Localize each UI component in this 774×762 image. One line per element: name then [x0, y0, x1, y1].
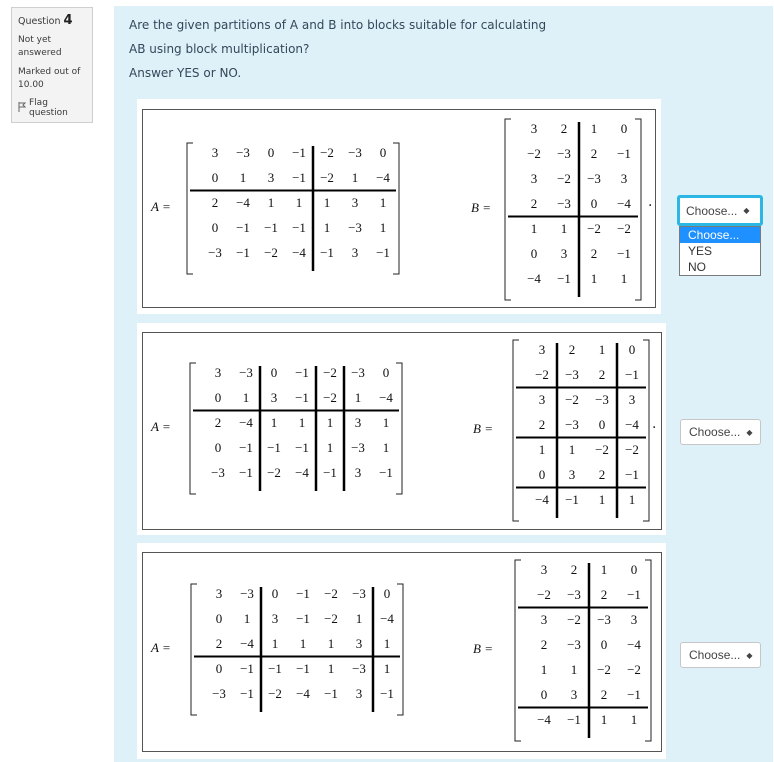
- matrix-a-entry: 1: [243, 611, 251, 626]
- dropdown-option-no[interactable]: NO: [688, 260, 706, 274]
- matrix-a-entry: 1: [295, 195, 303, 210]
- matrix-b-entry: 3: [538, 392, 546, 407]
- dropdown-option-yes[interactable]: YES: [688, 244, 713, 258]
- matrix-a-entry: 3: [354, 415, 362, 430]
- matrix-a-entry: 1: [299, 636, 307, 651]
- matrix-b-entry: −4: [617, 196, 631, 211]
- matrix-a-entry: −1: [240, 686, 254, 701]
- question-info-panel: [11, 7, 93, 123]
- matrix-a-entry: −4: [376, 170, 390, 185]
- question-number: [18, 13, 86, 28]
- matrix-a-entry: 1: [326, 440, 334, 455]
- matrix-b-entry: −2: [627, 662, 641, 677]
- matrix-a-entry: −3: [351, 365, 365, 380]
- matrix-b-entry: −3: [557, 196, 571, 211]
- matrix-b-entry: −1: [565, 492, 579, 507]
- matrix-b-entry: 3: [530, 121, 538, 136]
- matrix-b-entry: 3: [538, 342, 546, 357]
- matrix-a-entry: 1: [242, 390, 250, 405]
- matrix-b-right-bracket: [635, 119, 641, 300]
- matrix-b-right-bracket: [645, 560, 651, 741]
- matrix-a-entry: −1: [295, 390, 309, 405]
- matrix-a-entry: −1: [295, 440, 309, 455]
- matrix-a-entry: −4: [239, 415, 253, 430]
- matrix-a-entry: 2: [214, 415, 222, 430]
- matrix-b-entry: 2: [590, 246, 598, 261]
- matrix-b-entry: 0: [530, 246, 538, 261]
- question-text-line-1: Are the given partitions of A and B into blocks suitable for calculating: [129, 18, 547, 32]
- matrix-a-entry: −4: [296, 686, 310, 701]
- matrix-a-entry: −4: [380, 611, 394, 626]
- matrix-a-entry: −3: [348, 145, 362, 160]
- select-3-value: Choose...: [689, 648, 741, 662]
- matrix-a-right-bracket: [393, 143, 399, 274]
- matrix-a-entry: 1: [355, 611, 363, 626]
- matrix-a-entry: −1: [240, 661, 254, 676]
- matrix-b-entry: −4: [527, 271, 541, 286]
- matrix-a-entry: −1: [296, 661, 310, 676]
- matrix-a-entry: 3: [215, 586, 223, 601]
- matrix-a-entry: −2: [320, 170, 334, 185]
- matrix-card-3: [137, 543, 666, 759]
- matrix-a-entry: −2: [323, 365, 337, 380]
- matrix-b-entry: 0: [628, 342, 636, 357]
- matrix-a-entry: −2: [268, 686, 282, 701]
- matrix-pair-2: [143, 333, 661, 529]
- matrix-a-entry: −1: [292, 170, 306, 185]
- matrix-a-entry: 0: [271, 586, 279, 601]
- matrix-a-entry: 1: [382, 440, 390, 455]
- matrix-b-entry: 3: [628, 392, 636, 407]
- matrix-b-entry: −1: [627, 587, 641, 602]
- matrix-b-entry: −2: [597, 662, 611, 677]
- matrix-b-entry: −2: [567, 612, 581, 627]
- dropdown-option-choose[interactable]: Choose...: [680, 227, 760, 243]
- matrix-b-entry: −2: [595, 442, 609, 457]
- matrix-b-entry: 3: [620, 171, 628, 186]
- matrix-b-entry: −3: [557, 146, 571, 161]
- matrix-a-entry: −2: [267, 465, 281, 480]
- matrix-a-entry: 0: [383, 586, 391, 601]
- matrix-b-entry: 1: [538, 442, 546, 457]
- matrix-a-entry: −1: [323, 465, 337, 480]
- matrix-b-entry: −1: [617, 146, 631, 161]
- matrix-b-entry: −2: [535, 367, 549, 382]
- matrix-b-entry: 2: [570, 562, 578, 577]
- matrix-a-entry: 3: [351, 245, 359, 260]
- matrix-a-entry: 2: [215, 636, 223, 651]
- matrix-b-entry: −2: [565, 392, 579, 407]
- matrix-a-entry: 1: [382, 415, 390, 430]
- matrix-a-entry: 1: [327, 661, 335, 676]
- matrix-b-entry: 0: [598, 417, 606, 432]
- matrix-b-entry: −1: [617, 246, 631, 261]
- matrix-b-entry: 1: [620, 271, 628, 286]
- status-line-2: answered: [18, 48, 62, 58]
- flag-icon: [18, 102, 26, 115]
- question-text-line-2: AB using block multiplication?: [129, 42, 310, 56]
- question-grade: [18, 66, 86, 92]
- matrix-b-entry: 1: [540, 662, 548, 677]
- matrix-b-entry: 3: [570, 687, 578, 702]
- answer-select-2[interactable]: [680, 419, 761, 445]
- marked-line-1: Marked out of: [18, 67, 81, 77]
- matrix-a-entry: −2: [324, 611, 338, 626]
- matrix-a-entry: −1: [236, 220, 250, 235]
- matrix-b-entry: 3: [530, 171, 538, 186]
- matrix-b-entry: −4: [535, 492, 549, 507]
- matrix-b-entry: −2: [617, 221, 631, 236]
- matrix-a-entry: −3: [240, 586, 254, 601]
- matrix-frame-2: [142, 332, 662, 530]
- matrix-b-entry: −3: [565, 367, 579, 382]
- matrix-b-entry: −2: [527, 146, 541, 161]
- matrix-a-entry: 3: [211, 145, 219, 160]
- matrix-a-entry: −1: [239, 465, 253, 480]
- matrix-a-entry: 1: [383, 636, 391, 651]
- matrix-b-left-bracket: [513, 340, 519, 521]
- matrix-a-entry: 3: [355, 636, 363, 651]
- matrix-b-entry: 2: [600, 587, 608, 602]
- matrix-b-entry: 2: [538, 417, 546, 432]
- question-label: Question: [18, 16, 61, 27]
- matrix-b-entry: −2: [537, 587, 551, 602]
- matrix-a-entry: 0: [270, 365, 278, 380]
- matrix-b-entry: 3: [540, 562, 548, 577]
- select-arrows-icon: ◆: [746, 650, 753, 660]
- matrix-card-1: [137, 99, 661, 314]
- matrix-b-entry: 1: [590, 121, 598, 136]
- matrix-b-entry: 1: [628, 492, 636, 507]
- marked-line-2: 10.00: [18, 80, 44, 90]
- matrix-b-entry: −1: [557, 271, 571, 286]
- matrix-a-entry: −3: [351, 440, 365, 455]
- matrix-b-entry: 2: [598, 367, 606, 382]
- matrix-a-entry: −3: [352, 661, 366, 676]
- matrix-b-entry: 0: [540, 687, 548, 702]
- matrix-a-entry: −1: [292, 220, 306, 235]
- matrix-a-entry: −2: [324, 586, 338, 601]
- matrix-a-entry: −2: [323, 390, 337, 405]
- answer-select-3[interactable]: [680, 642, 761, 668]
- matrix-a-entry: 2: [211, 195, 219, 210]
- matrix-a-entry: 3: [214, 365, 222, 380]
- matrix-pair-1: [143, 110, 655, 307]
- matrix-b-entry: −3: [565, 417, 579, 432]
- matrix-a-entry: −1: [320, 245, 334, 260]
- matrix-a-entry: −4: [379, 390, 393, 405]
- status-line-1: Not yet: [18, 35, 52, 45]
- matrix-a-left-bracket: [187, 143, 193, 274]
- select-arrows-icon: ◆: [743, 206, 750, 215]
- matrix-b-entry: 1: [600, 562, 608, 577]
- matrix-b-label: B =: [473, 421, 493, 436]
- select-2-value: Choose...: [689, 425, 741, 439]
- matrix-b-entry: 2: [540, 637, 548, 652]
- matrix-b-entry: −3: [567, 637, 581, 652]
- matrix-b-left-bracket: [505, 119, 511, 300]
- matrix-a-entry: −3: [236, 145, 250, 160]
- matrix-a-entry: 0: [215, 611, 223, 626]
- matrix-card-2: [137, 323, 666, 535]
- matrix-b-entry: 2: [560, 121, 568, 136]
- matrix-b-entry: −4: [627, 637, 641, 652]
- matrix-b-entry: −2: [625, 442, 639, 457]
- matrix-a-entry: −2: [264, 245, 278, 260]
- matrix-a-entry: −3: [239, 365, 253, 380]
- matrix-a-entry: 3: [351, 195, 359, 210]
- matrix-b-entry: −1: [627, 687, 641, 702]
- matrix-b-entry: 1: [598, 492, 606, 507]
- matrix-a-entry: 1: [298, 415, 306, 430]
- matrix-a-entry: −1: [295, 365, 309, 380]
- matrix-a-entry: 0: [211, 170, 219, 185]
- matrix-a-entry: −1: [324, 686, 338, 701]
- matrix-a-entry: 1: [379, 220, 387, 235]
- flag-question-link[interactable]: [18, 98, 86, 118]
- matrix-b-entry: 2: [530, 196, 538, 211]
- matrix-a-label: A =: [151, 199, 171, 214]
- question-text-line-3: Answer YES or NO.: [129, 66, 242, 80]
- matrix-a-right-bracket: [397, 584, 403, 715]
- matrix-b-entry: 2: [590, 146, 598, 161]
- matrix-a-entry: −3: [212, 686, 226, 701]
- matrix-b-entry: −1: [567, 712, 581, 727]
- answer-select-1[interactable]: [677, 195, 763, 226]
- matrix-a-entry: 3: [354, 465, 362, 480]
- matrix-a-entry: 3: [271, 611, 279, 626]
- matrix-b-entry: 1: [600, 712, 608, 727]
- matrix-a-entry: −1: [296, 586, 310, 601]
- matrix-b-entry: 1: [568, 442, 576, 457]
- question-number-value: 4: [63, 13, 73, 28]
- matrix-b-entry: 1: [570, 662, 578, 677]
- matrix-a-entry: −4: [292, 245, 306, 260]
- matrix-b-entry: 3: [568, 467, 576, 482]
- matrix-b-entry: 0: [538, 467, 546, 482]
- matrix-a-entry: −4: [240, 636, 254, 651]
- matrix-a-entry: −1: [268, 661, 282, 676]
- matrix-a-entry: −1: [264, 220, 278, 235]
- matrix-a-entry: −2: [320, 145, 334, 160]
- matrix-b-entry: −4: [537, 712, 551, 727]
- matrix-a-entry: −1: [236, 245, 250, 260]
- matrix-a-entry: 3: [355, 686, 363, 701]
- matrix-b-label: B =: [473, 641, 493, 656]
- matrix-b-entry: 1: [560, 221, 568, 236]
- matrix-b-entry: 0: [600, 637, 608, 652]
- matrix-b-entry: −1: [625, 367, 639, 382]
- select-1-value: Choose...: [686, 203, 738, 218]
- matrix-a-entry: 1: [271, 636, 279, 651]
- matrix-b-entry: 2: [598, 467, 606, 482]
- matrix-a-entry: 1: [323, 195, 331, 210]
- matrix-b-entry: −1: [625, 467, 639, 482]
- matrix-a-left-bracket: [191, 584, 197, 715]
- matrix-a-entry: −3: [352, 586, 366, 601]
- matrix-a-entry: 0: [382, 365, 390, 380]
- matrix-a-entry: −1: [267, 440, 281, 455]
- matrix-a-entry: −3: [348, 220, 362, 235]
- question-status: [18, 34, 86, 60]
- matrix-a-entry: −4: [295, 465, 309, 480]
- separator-dot-1: ·: [648, 198, 653, 214]
- matrix-a-entry: −3: [208, 245, 222, 260]
- matrix-b-entry: 0: [630, 562, 638, 577]
- matrix-b-left-bracket: [515, 560, 521, 741]
- matrix-b-entry: 3: [540, 612, 548, 627]
- matrix-a-entry: 1: [354, 390, 362, 405]
- matrix-b-entry: 2: [600, 687, 608, 702]
- matrix-a-entry: −1: [380, 686, 394, 701]
- matrix-a-label: A =: [151, 640, 171, 655]
- matrix-b-entry: 2: [568, 342, 576, 357]
- matrix-b-label: B =: [471, 200, 491, 215]
- matrix-frame-3: [142, 552, 662, 752]
- matrix-b-entry: 3: [630, 612, 638, 627]
- matrix-a-entry: −1: [376, 245, 390, 260]
- matrix-a-entry: 1: [239, 170, 247, 185]
- matrix-a-left-bracket: [190, 363, 196, 494]
- matrix-b-right-bracket: [643, 340, 649, 521]
- matrix-a-entry: 1: [327, 636, 335, 651]
- matrix-a-label: A =: [151, 419, 171, 434]
- matrix-b-entry: 3: [560, 246, 568, 261]
- matrix-a-entry: 0: [215, 661, 223, 676]
- matrix-a-entry: 1: [267, 195, 275, 210]
- flag-question-label: Flag question: [29, 98, 68, 118]
- matrix-a-entry: −3: [211, 465, 225, 480]
- select-arrows-icon: ◆: [746, 427, 753, 437]
- matrix-b-entry: 0: [590, 196, 598, 211]
- matrix-a-entry: 1: [351, 170, 359, 185]
- matrix-a-right-bracket: [396, 363, 402, 494]
- matrix-a-entry: 0: [211, 220, 219, 235]
- select-1-dropdown: [679, 226, 761, 276]
- matrix-a-entry: 1: [323, 220, 331, 235]
- matrix-a-entry: 0: [214, 390, 222, 405]
- matrix-a-entry: 3: [270, 390, 278, 405]
- matrix-a-entry: 1: [270, 415, 278, 430]
- matrix-b-entry: −3: [587, 171, 601, 186]
- matrix-b-entry: 1: [630, 712, 638, 727]
- matrix-b-entry: 1: [598, 342, 606, 357]
- matrix-b-entry: 1: [590, 271, 598, 286]
- matrix-a-entry: 0: [379, 145, 387, 160]
- matrix-a-entry: −1: [239, 440, 253, 455]
- matrix-b-entry: 1: [530, 221, 538, 236]
- matrix-b-entry: −3: [567, 587, 581, 602]
- matrix-b-entry: −3: [597, 612, 611, 627]
- matrix-a-entry: 1: [383, 661, 391, 676]
- matrix-frame-1: [142, 109, 656, 308]
- matrix-a-entry: 3: [267, 170, 275, 185]
- separator-dot-2: ·: [652, 420, 657, 436]
- matrix-a-entry: −1: [292, 145, 306, 160]
- matrix-a-entry: −4: [236, 195, 250, 210]
- matrix-pair-3: [143, 553, 661, 751]
- matrix-a-entry: 1: [379, 195, 387, 210]
- matrix-b-entry: −2: [587, 221, 601, 236]
- matrix-a-entry: 0: [214, 440, 222, 455]
- matrix-b-entry: −2: [557, 171, 571, 186]
- matrix-a-entry: −1: [379, 465, 393, 480]
- matrix-a-entry: 0: [267, 145, 275, 160]
- matrix-a-entry: 1: [326, 415, 334, 430]
- matrix-b-entry: 0: [620, 121, 628, 136]
- matrix-b-entry: −4: [625, 417, 639, 432]
- matrix-b-entry: −3: [595, 392, 609, 407]
- matrix-a-entry: −1: [296, 611, 310, 626]
